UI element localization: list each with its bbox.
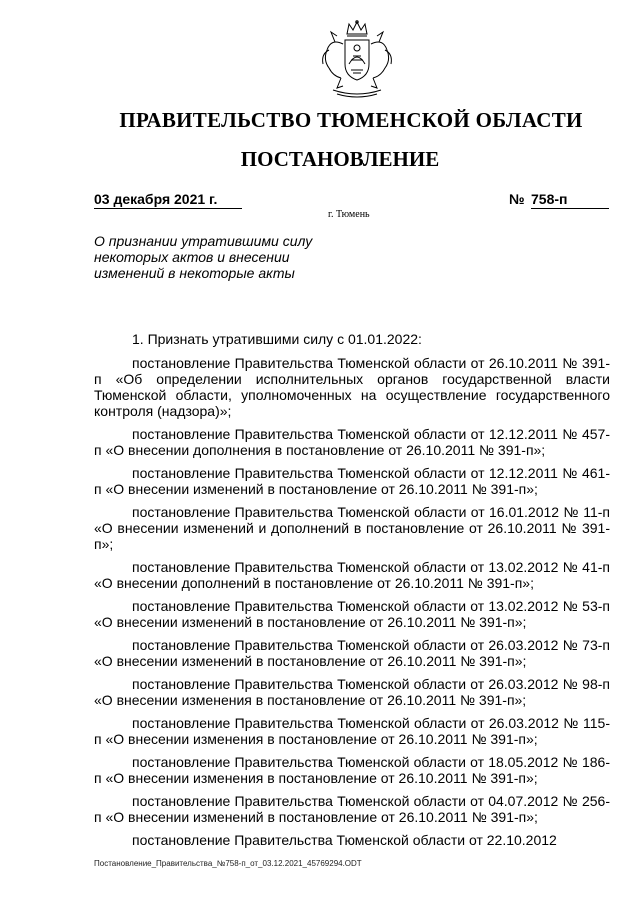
document-number: 758-п: [531, 191, 609, 209]
paragraph: постановление Правительства Тюменской области от 13.02.2012 № 41-п «О внесении дополнений в постановление от 26.10.2011 № 391-п»;: [94, 559, 610, 591]
document-subject: О признании утратившими силу некоторых актов и внесении изменений в некоторые акты: [94, 233, 313, 281]
paragraph: постановление Правительства Тюменской области от 26.03.2012 № 115-п «О внесении изменения в постановление от 26.10.2011 № 391-п»;: [94, 715, 610, 747]
document-city: г. Тюмень: [328, 209, 370, 220]
document-type-title: ПОСТАНОВЛЕНИЕ: [240, 147, 440, 171]
paragraph: постановление Правительства Тюменской области от 04.07.2012 № 256-п «О внесении изменений в постановление от 26.10.2011 № 391-п»;: [94, 793, 610, 825]
document-date: 03 декабря 2021 г.: [94, 191, 242, 209]
paragraph: постановление Правительства Тюменской области от 26.03.2012 № 98-п «О внесении изменения в постановление от 26.10.2011 № 391-п»;: [94, 676, 610, 708]
paragraph: постановление Правительства Тюменской области от 18.05.2012 № 186-п «О внесении изменения в постановление от 26.10.2011 № 391-п»;: [94, 754, 610, 786]
paragraph: постановление Правительства Тюменской области от 12.12.2011 № 457-п «О внесении дополнения в постановление от 26.10.2011 № 391-п»;: [94, 426, 610, 458]
paragraph: постановление Правительства Тюменской области от 16.01.2012 № 11-п «О внесении изменений и дополнений в постановление от 26.10.2011 № 391-п»;: [94, 504, 610, 552]
paragraph: постановление Правительства Тюменской области от 22.10.2012: [132, 832, 557, 848]
paragraph: постановление Правительства Тюменской области от 13.02.2012 № 53-п «О внесении изменений в постановление от 26.10.2011 № 391-п»;: [94, 598, 610, 630]
paragraph: постановление Правительства Тюменской области от 12.12.2011 № 461-п «О внесении изменений в постановление от 26.10.2011 № 391-п»;: [94, 465, 610, 497]
document-number-label: №: [509, 191, 525, 207]
paragraph: 1. Признать утратившими силу с 01.01.2022:: [132, 331, 422, 347]
coat-of-arms-icon: [315, 20, 399, 100]
document-footer-filename: Постановление_Правительства_№758-п_от_03.12.2021_45769294.ODT: [94, 859, 362, 868]
paragraph: постановление Правительства Тюменской области от 26.10.2011 № 391-п «Об определении исполнительных органов государственной власти Тюменской области, уполномоченных на осуществление государственного контроля (надзора)»;: [94, 355, 610, 419]
document-body: [94, 331, 610, 855]
paragraph: постановление Правительства Тюменской области от 26.03.2012 № 73-п «О внесении изменений в постановление от 26.10.2011 № 391-п»;: [94, 637, 610, 669]
organization-title: ПРАВИТЕЛЬСТВО ТЮМЕНСКОЙ ОБЛАСТИ: [119, 108, 583, 132]
